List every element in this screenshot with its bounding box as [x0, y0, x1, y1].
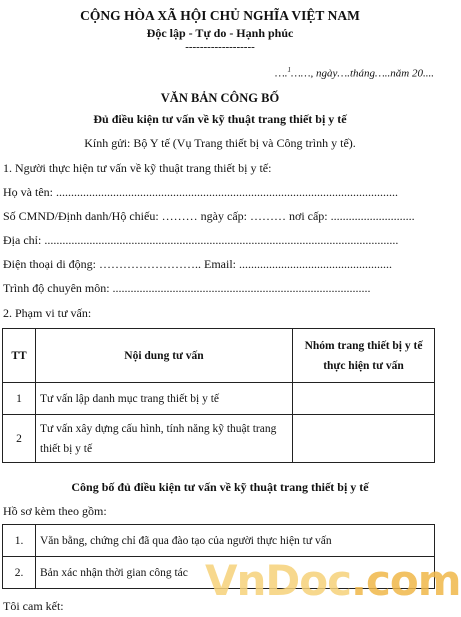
list-item	[3, 525, 435, 557]
attached-docs-label: Hồ sơ kèm theo gồm:	[3, 504, 107, 518]
commitment-label: Tôi cam kết:	[3, 599, 64, 613]
doc-number: 2.	[3, 557, 36, 589]
row-number: 2	[3, 415, 36, 463]
row-group	[293, 383, 435, 415]
table-row	[3, 383, 435, 415]
date-line	[275, 66, 434, 80]
document-title: VĂN BẢN CÔNG BỐ	[160, 91, 280, 105]
id-field: Số CMND/Định danh/Hộ chiếu: ……… ngày cấp: ……… nơi cấp: ............................	[3, 209, 415, 223]
table-row	[3, 415, 435, 463]
table-header-row	[3, 329, 435, 383]
row-content: Tư vấn lập danh mục trang thiết bị y tế	[36, 383, 293, 415]
phone-email-field: Điện thoại di động: …………………….. Email: ...................................................	[3, 257, 392, 271]
scope-table	[2, 328, 435, 463]
date-rest: ……, ngày….tháng…..năm 20....	[290, 67, 434, 80]
vndoc-watermark	[205, 556, 461, 605]
recipient: Kính gửi: Bộ Y tế (Vụ Trang thiết bị và Công trình y tế).	[84, 136, 356, 150]
address-field: Địa chỉ: ......................................................................................................................	[3, 233, 399, 247]
document-subtitle: Đủ điều kiện tư vấn về kỹ thuật trang thiết bị y tế	[93, 112, 347, 126]
col-header-tt: TT	[3, 329, 36, 383]
doc-text: Văn bằng, chứng chỉ đã qua đào tạo của người thực hiện tư vấn	[36, 525, 435, 557]
col-header-content: Nội dung tư vấn	[36, 329, 293, 383]
header-rule: -------------------	[185, 41, 255, 53]
row-group	[293, 415, 435, 463]
row-content: Tư vấn xây dựng cấu hình, tính năng kỹ thuật trang thiết bị y tế	[36, 415, 293, 463]
name-field: Họ và tên: ..................................................................................................................	[3, 185, 398, 199]
country-header: CỘNG HÒA XÃ HỘI CHỦ NGHĨA VIỆT NAM	[80, 8, 360, 23]
motto: Độc lập - Tự do - Hạnh phúc	[146, 26, 294, 40]
date-prefix: ….	[274, 67, 288, 80]
row-number: 1	[3, 383, 36, 415]
col-header-group: Nhóm trang thiết bị y tế thực hiện tư vấn	[293, 329, 435, 383]
declaration-heading: Công bố đủ điều kiện tư vấn về kỹ thuật trang thiết bị y tế	[71, 480, 369, 494]
section1-heading: 1. Người thực hiện tư vấn về kỹ thuật trang thiết bị y tế:	[3, 161, 272, 175]
watermark-brand: VnDoc	[205, 556, 352, 605]
doc-text: Bản xác nhận thời gian công tác	[36, 557, 435, 589]
section2-heading: 2. Phạm vi tư vấn:	[3, 306, 92, 320]
footnote-mark: 1	[287, 66, 291, 74]
expertise-field: Trình độ chuyên môn: ......................................................................................	[3, 281, 371, 295]
doc-number: 1.	[3, 525, 36, 557]
watermark-suffix: .com	[351, 556, 461, 605]
